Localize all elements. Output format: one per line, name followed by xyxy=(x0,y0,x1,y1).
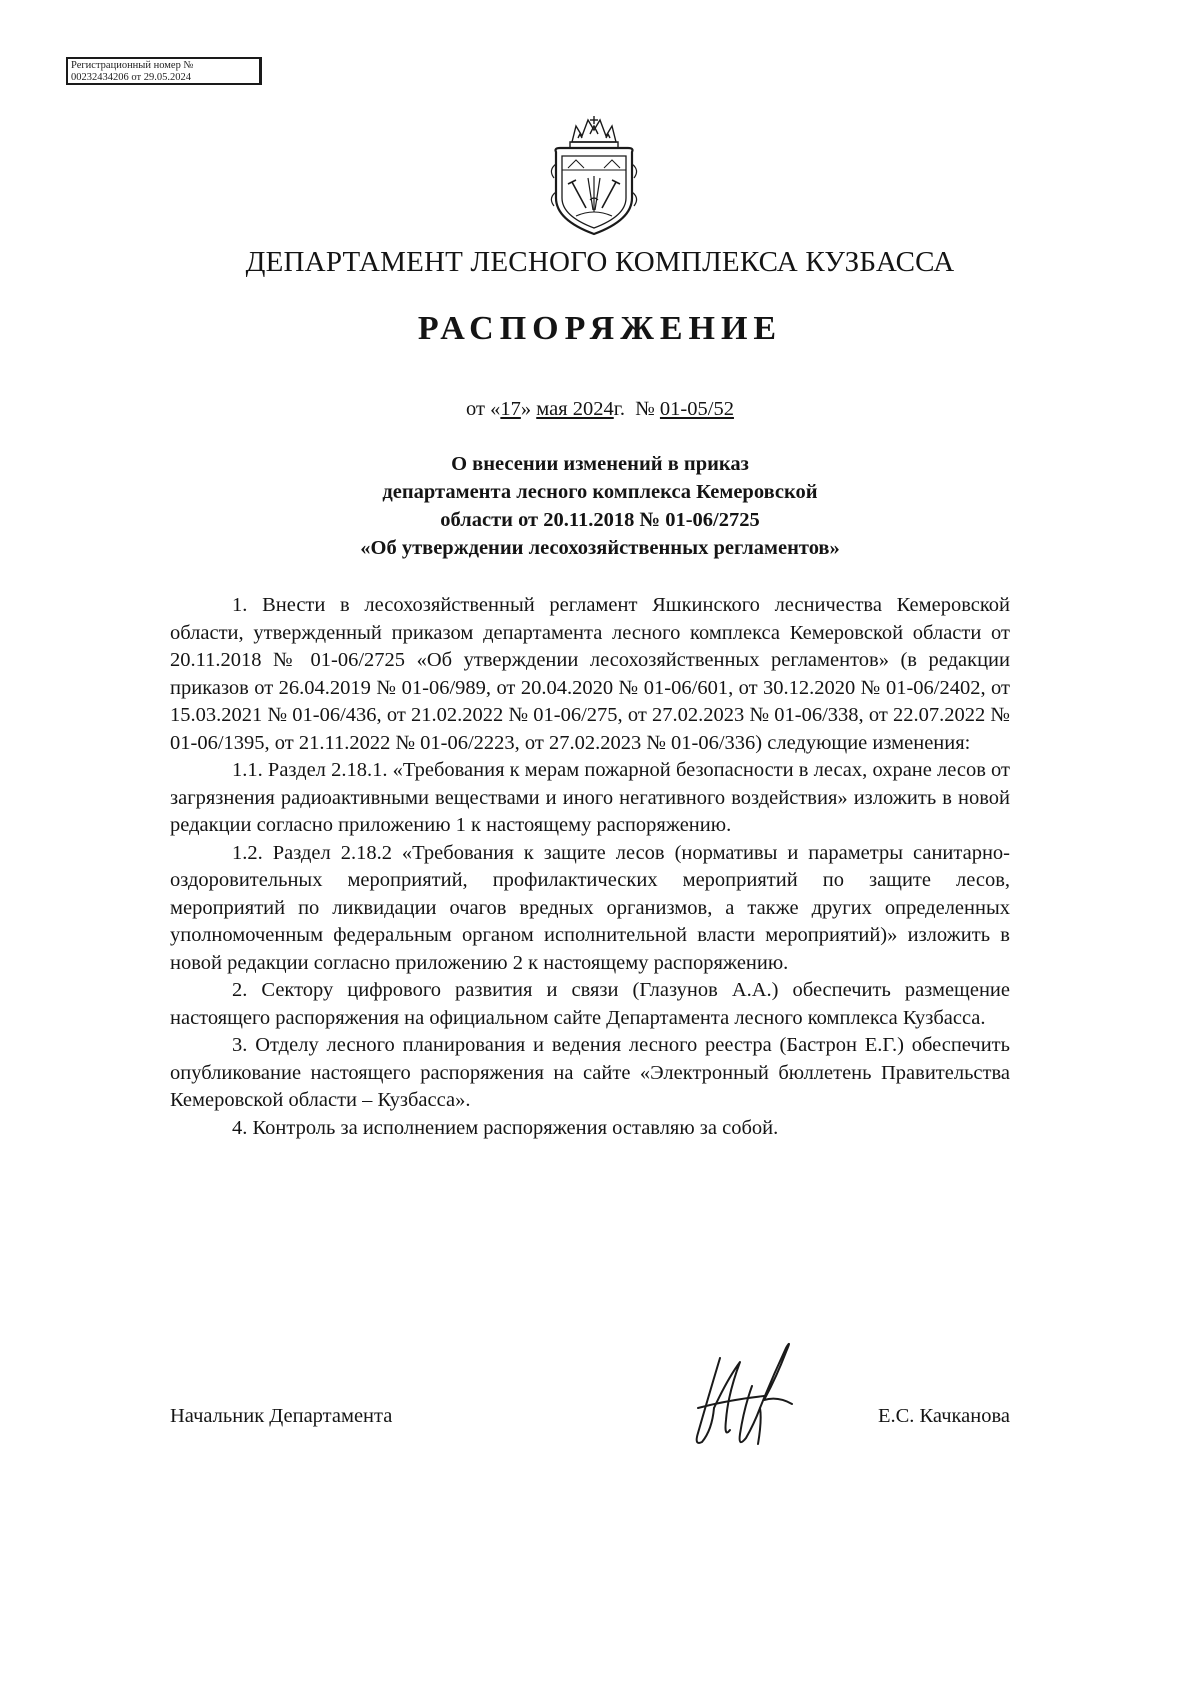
document-type: РАСПОРЯЖЕНИЕ xyxy=(417,310,783,347)
title-line: «Об утверждении лесохозяйственных регламентов» xyxy=(360,537,840,559)
coat-of-arms-emblem xyxy=(546,112,642,240)
date-day: 17 xyxy=(500,398,521,420)
registration-label: Регистрационный номер № xyxy=(71,60,194,71)
title-line: О внесении изменений в приказ xyxy=(451,453,749,475)
date-prefix: от « xyxy=(466,398,501,420)
paragraph-item-4: 4. Контроль за исполнением распоряжения оставляю за собой. xyxy=(232,1116,779,1139)
registration-stamp xyxy=(66,57,262,85)
handwritten-signature xyxy=(668,1338,818,1458)
document-number: 01-05/52 xyxy=(659,398,734,420)
registration-number: 00232434206 от 29.05.2024 xyxy=(71,72,191,83)
paragraph-item-1: 1. Внести в лесохозяйственный регламент Яшкинского лесничества Кемеровской области, утвержденный приказом департамента лесного комплекса Кемеровской области от 20.11.2018 № 01-06/2725 «Об утверждении лесохозяйственных регламентов» (в редакции приказов от 26.04.2019 № 01-06/989, от 20.04.2020 № 01-06/601, от 30.12.2020 № 01-06/2402, от 15.03.2021 № 01-06/436, от 21.02.2022 № 01-06/275, от 27.02.2023 № 01-06/338, от 22.07.2022 № 01-06/1395, от 21.11.2022 № 01-06/2223, от 27.02.2023 № 01-06/336) следующие изменения: xyxy=(170,594,1010,754)
title-line: департамента лесного комплекса Кемеровской xyxy=(382,481,818,503)
title-line: области от 20.11.2018 № 01-06/2725 xyxy=(440,509,760,531)
signature-block xyxy=(170,1405,1010,1435)
date-day-close: » xyxy=(520,398,532,420)
date-year-suffix: г. xyxy=(613,398,625,420)
paragraph-item-1-1: 1.1. Раздел 2.18.1. «Требования к мерам пожарной безопасности в лесах, охране лесов от загрязнения радиоактивными веществами и иного негативного воздействия» изложить в новой редакции согласно приложению 1 к настоящему распоряжению. xyxy=(170,759,1010,836)
date-number-line xyxy=(0,398,1200,421)
document-body xyxy=(170,592,1010,1142)
paragraph-item-3: 3. Отделу лесного планирования и ведения лесного реестра (Бастрон Е.Г.) обеспечить опубликование настоящего распоряжения на сайте «Электронный бюллетень Правительства Кемеровской области – Кузбасса». xyxy=(170,1034,1010,1111)
signer-name: Е.С. Качканова xyxy=(877,1405,1010,1427)
number-label: № xyxy=(635,398,655,420)
date-month-year: мая 2024 xyxy=(536,398,614,420)
paragraph-item-2: 2. Сектору цифрового развития и связи (Глазунов А.А.) обеспечить размещение настоящего распоряжения на официальном сайте Департамента лесного комплекса Кузбасса. xyxy=(170,979,1010,1029)
signer-position: Начальник Департамента xyxy=(170,1405,393,1427)
paragraph-item-1-2: 1.2. Раздел 2.18.2 «Требования к защите лесов (нормативы и параметры санитарно-оздоровительных мероприятий, профилактических мероприятий по защите лесов, мероприятий по ликвидации очагов вредных организмов, а также других определенных уполномоченным федеральным органом исполнительной власти мероприятий)» изложить в новой редакции согласно приложению 2 к настоящему распоряжению. xyxy=(170,841,1010,974)
department-name: ДЕПАРТАМЕНТ ЛЕСНОГО КОМПЛЕКСА КУЗБАССА xyxy=(245,246,955,278)
document-title xyxy=(0,450,1200,562)
